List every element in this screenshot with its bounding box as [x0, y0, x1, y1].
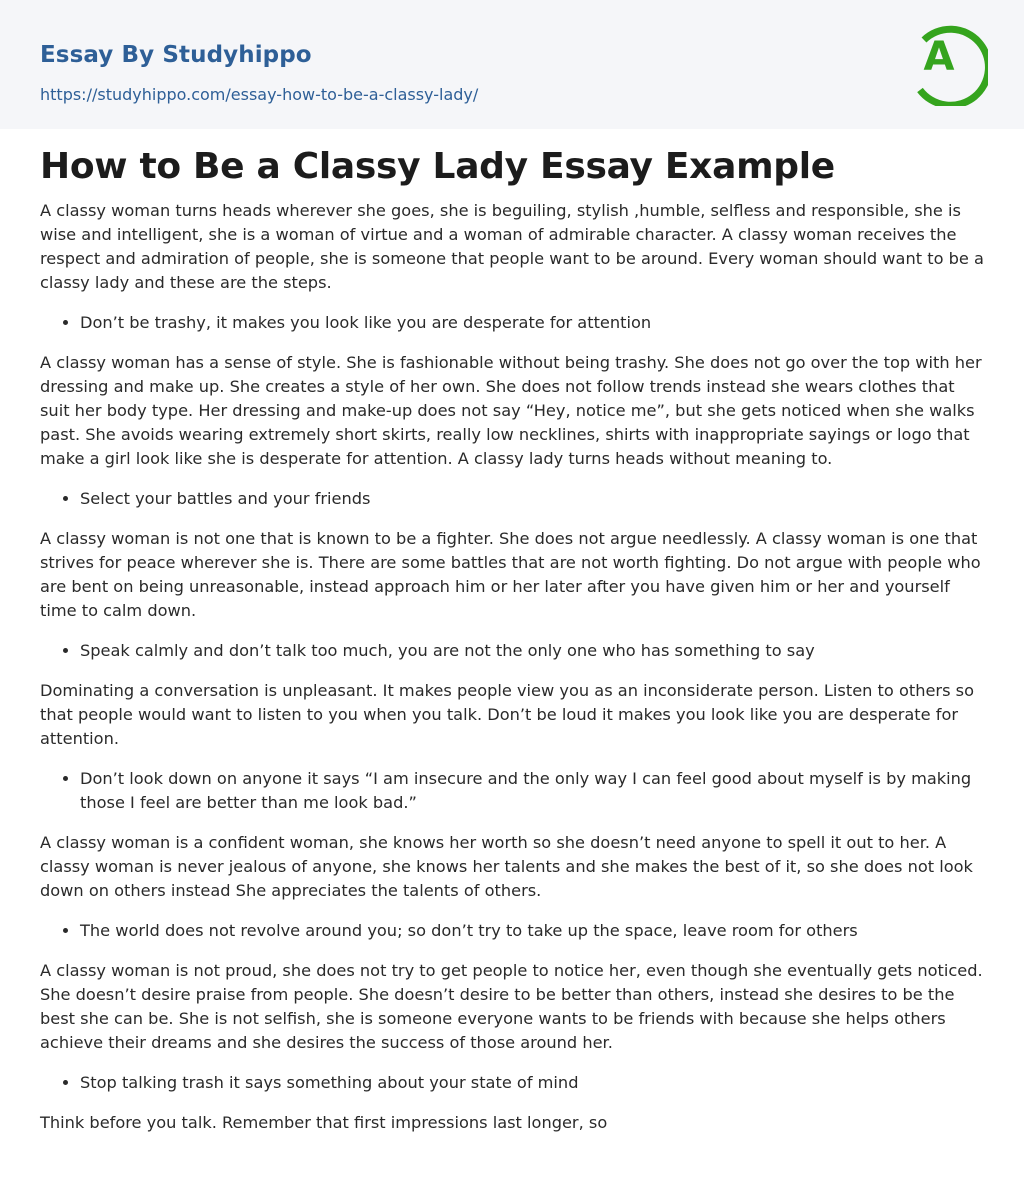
essay-bullet: • Stop talking trash it says something about your state of mind	[80, 1071, 984, 1095]
essay-bullet: • Select your battles and your friends	[80, 487, 984, 511]
essay-content	[0, 145, 1024, 1135]
essay-paragraph: A classy woman has a sense of style. She is fashionable without being trashy. She does not go over the top with her dressing and make up. She creates a style of her own. She does not follow trends instead she wears clothes that suit her body type. Her dressing and make-up does not say “Hey, notice me”, but she gets noticed when she walks past. She avoids wearing extremely short skirts, really low necklines, shirts with inappropriate sayings or logo that make a girl look like she is desperate for attention. A classy lady turns heads without meaning to.	[40, 353, 982, 468]
essay-bullet: • Speak calmly and don’t talk too much, you are not the only one who has something to say	[80, 639, 984, 663]
source-url-link[interactable]: https://studyhippo.com/essay-how-to-be-a-classy-lady/	[40, 85, 479, 104]
essay-paragraph: A classy woman is not proud, she does not try to get people to notice her, even though she eventually gets noticed. She doesn’t desire praise from people. She doesn’t desire to be better than others, instead she desires to be the best she can be. She is not selfish, she is someone everyone wants to be friends with because she helps others achieve their dreams and she desires the success of those around her.	[40, 961, 983, 1052]
essay-bullet: • Don’t be trashy, it makes you look like you are desperate for attention	[80, 311, 984, 335]
essay-bullet-list	[40, 767, 984, 815]
essay-title: How to Be a Classy Lady Essay Example	[40, 146, 835, 187]
essay-bullet-list	[40, 639, 984, 663]
site-brand[interactable]: Essay By Studyhippo	[40, 42, 312, 68]
page-header	[0, 0, 1024, 129]
essay-bullet-list	[40, 1071, 984, 1095]
essay-bullet-list	[40, 487, 984, 511]
essay-bullet: • The world does not revolve around you; so don’t try to take up the space, leave room for others	[80, 919, 984, 943]
essay-bullet-list	[40, 919, 984, 943]
essay-paragraph: A classy woman is a confident woman, she knows her worth so she doesn’t need anyone to spell it out to her. A classy woman is never jealous of anyone, she knows her talents and she makes the best of it, so she does not look down on others instead She appreciates the talents of others.	[40, 833, 973, 900]
essay-bullet-list	[40, 311, 984, 335]
logo-letter: A	[923, 34, 955, 80]
essay-bullet: • Don’t look down on anyone it says “I am insecure and the only way I can feel good about myself is by making those I feel are better than me look bad.”	[80, 767, 984, 815]
essay-paragraph: Think before you talk. Remember that first impressions last longer, so	[40, 1113, 608, 1132]
essay-paragraph: A classy woman turns heads wherever she goes, she is beguiling, stylish ,humble, selfless and responsible, she is wise and intelligent, she is a woman of virtue and a woman of admirable character. A classy woman receives the respect and admiration of people, she is someone that people want to be around. Every woman should want to be a classy lady and these are the steps.	[40, 201, 984, 292]
essay-paragraph: A classy woman is not one that is known to be a fighter. She does not argue needlessly. A classy woman is one that strives for peace wherever she is. There are some battles that are not worth fighting. Do not argue with people who are bent on being unreasonable, instead approach him or her later after you have given him or her and yourself time to calm down.	[40, 529, 981, 620]
essay-paragraph: Dominating a conversation is unpleasant. It makes people view you as an inconsiderate person. Listen to others so that people would want to listen to you when you talk. Don’t be loud it makes you look like you are desperate for attention.	[40, 681, 974, 748]
studyhippo-logo[interactable]	[910, 18, 988, 106]
